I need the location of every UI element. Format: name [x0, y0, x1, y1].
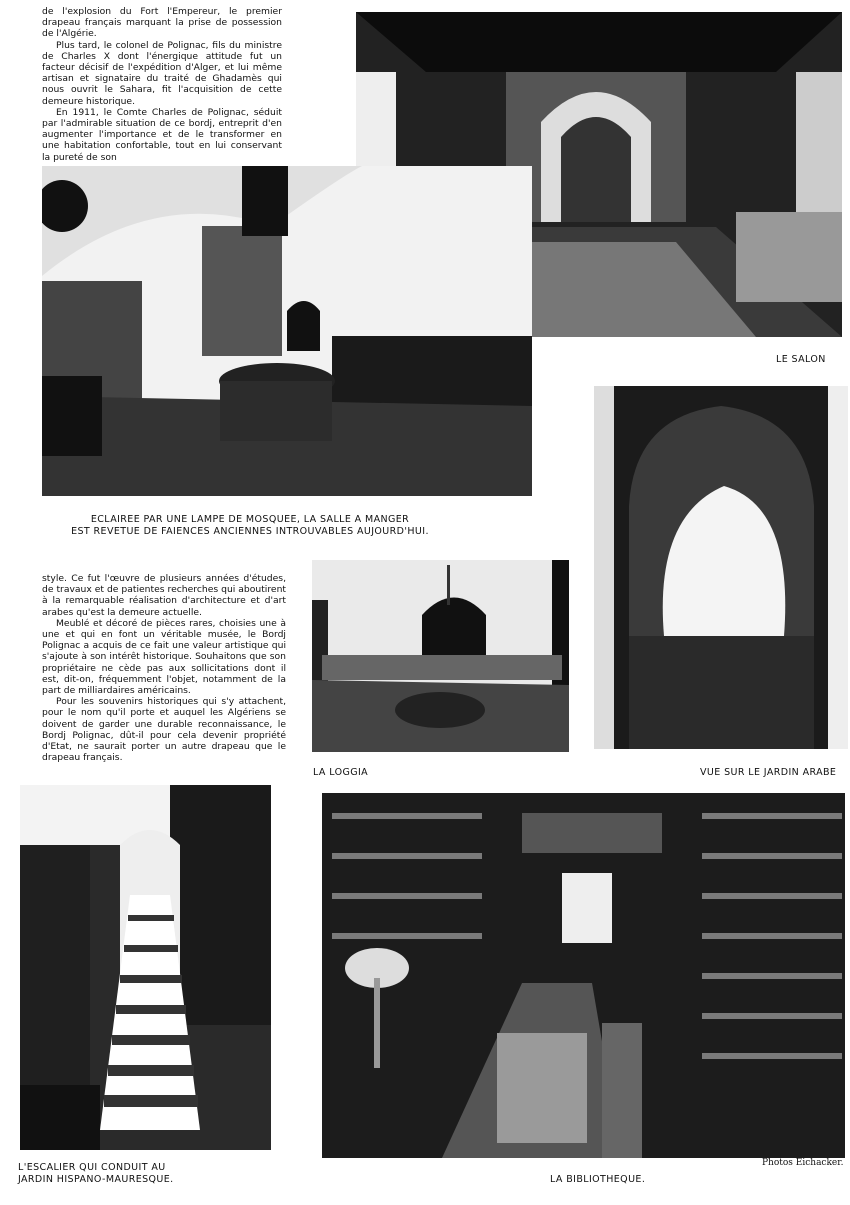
photo-salle-a-manger [42, 166, 532, 496]
photo-loggia [312, 560, 569, 752]
paragraph: style. Ce fut l'œuvre de plusieurs années d'études, de travaux et de patientes recherches qui aboutirent à la remarquable réalisation d'architecture et d'art arabes qu'est la demeure actuelle. [42, 573, 286, 618]
photo-jardin-arabe [594, 386, 848, 749]
article-text-middle [42, 573, 286, 763]
paragraph: Pour les souvenirs historiques qui s'y attachent, pour le nom qu'il porte et auquel les Algériens se doivent de garder une durable reconnaissance, le Bordj Polignac, dût-il pour cela devenir propriété d'Etat, ne saurait porter un autre drapeau que le drapeau français. [42, 696, 286, 764]
caption-salon: LE SALON [776, 354, 826, 365]
photo-credit: Photos Eichacker. [762, 1158, 844, 1168]
paragraph: En 1911, le Comte Charles de Polignac, séduit par l'admirable situation de ce bordj, entreprit d'en augmenter l'importance et de le transformer en une habitation confortable, tout en lui conservant la pureté de son [42, 106, 282, 163]
caption-salle-a-manger [70, 514, 430, 538]
caption-loggia: LA LOGGIA [313, 767, 369, 778]
photo-bibliotheque [322, 793, 845, 1158]
article-text-top [42, 6, 282, 163]
paragraph: Plus tard, le colonel de Polignac, fils du ministre de Charles X dont l'énergique attitude fut un facteur décisif de l'expédition d'Alger, et lui même artisan et signataire du traité de Ghadamès qui nous ouvrit le Sahara, fit l'acquisition de cette demeure historique. [42, 39, 282, 107]
caption-escalier [18, 1162, 174, 1186]
caption-line: EST REVETUE DE FAIENCES ANCIENNES INTROUVABLES AUJOURD'HUI. [71, 526, 429, 537]
caption-line: ECLAIREE PAR UNE LAMPE DE MOSQUEE, LA SALLE A MANGER [90, 514, 410, 525]
caption-line: L'ESCALIER QUI CONDUIT AU [18, 1162, 166, 1173]
caption-jardin-arabe: VUE SUR LE JARDIN ARABE [700, 767, 837, 778]
paragraph: de l'explosion du Fort l'Empereur, le premier drapeau français marquant la prise de possession de l'Algérie. [42, 6, 282, 40]
photo-escalier [20, 785, 271, 1150]
caption-bibliotheque: LA BIBLIOTHEQUE. [550, 1174, 646, 1185]
paragraph: Meublé et décoré de pièces rares, choisies une à une et qui en font un véritable musée, le Bordj Polignac a acquis de ce fait une valeur artistique qui s'ajoute à son intérêt historique. Souhaitons que son propriétaire ne cède pas aux sollicitations dont il est, dit-on, fréquemment l'objet, notamment de la part de milliardaires américains. [42, 617, 286, 697]
caption-line: JARDIN HISPANO-MAURESQUE. [18, 1174, 174, 1185]
